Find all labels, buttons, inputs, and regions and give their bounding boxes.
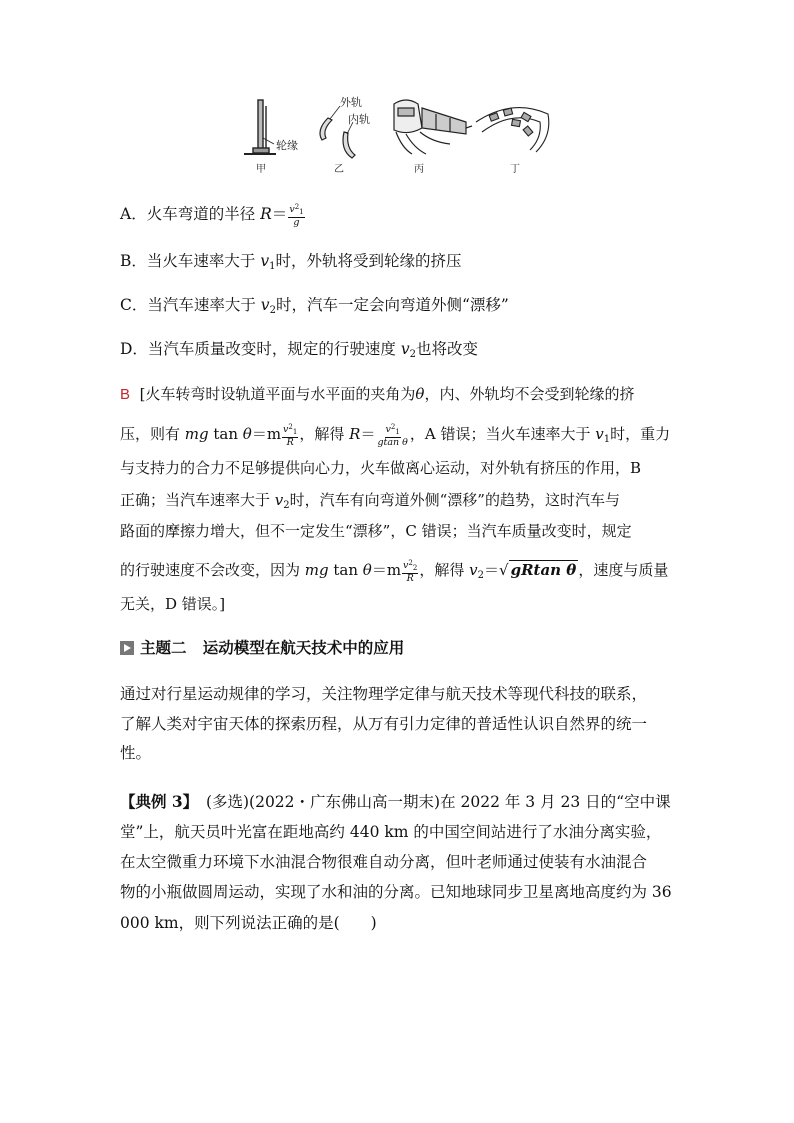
answer-line-4: 正确；当汽车速率大于 $v_2$时，汽车有向弯道外侧“漂移”的趋势，这时汽车与 — [120, 491, 620, 511]
answer-line-5: 路面的摩擦力增大，但不一定发生“漂移”，C 错误；当汽车质量改变时，规定 — [120, 522, 632, 540]
example-tag: 【典例 3】 — [120, 792, 191, 811]
answer-line-7: 无关，D 错误。] — [120, 595, 226, 613]
label-jia: 甲 — [256, 164, 266, 175]
example-line-3: 在太空微重力环境下水油混合物很难自动分离，但叶老师通过使装有水油混合 — [120, 853, 648, 871]
label-flange: 轮缘 — [276, 139, 298, 152]
example-line-1: 【典例 3】 (多选)(2022・广东佛山高一期末)在 2022 年 3 月 23 日的“空中课 — [120, 792, 671, 811]
intro-line-1: 通过对行星运动规律的学习，关注物理学定律与航天技术等现代科技的联系， — [120, 685, 648, 703]
example-line-2: 堂”上，航天员叶光富在距地高约 440 km 的中国空间站进行了水油分离实验， — [120, 823, 662, 841]
figure-train-car-curves — [236, 92, 556, 176]
label-inner-rail: 内轨 — [348, 113, 370, 126]
label-outer-rail: 外轨 — [340, 96, 362, 109]
answer-line-2: 压，则有 mg tan θ＝m $\frac{v^2_1}{R}$ ，解得 R＝ $\frac{v^2_1}{\text{gtan θ}}$ ，A 错误；当火车速率大于 $v_1$时，重力 — [120, 423, 671, 448]
example-line-5: 000 km，则下列说法正确的是( ) — [120, 914, 377, 932]
answer-line-6: 的行驶速度不会改变，因为 mg tan θ＝m $\frac{v^2_2}{R}$ ，解得 $v_2=√$ gRtan θ ，速度与质量 — [120, 559, 669, 584]
label-ding: 丁 — [510, 164, 520, 175]
sqrt-expression: √ gRtan θ — [499, 561, 577, 579]
figure-ding — [476, 108, 549, 152]
option-c: C．当汽车速率大于 $v_2$时，汽车一定会向弯道外侧“漂移” — [120, 296, 509, 316]
topic-heading: 主题二 运动模型在航天技术中的应用 — [120, 638, 404, 658]
label-yi: 乙 — [334, 164, 344, 175]
intro-line-2: 了解人类对宇宙天体的探索历程，从万有引力定律的普适性认识自然界的统一 — [120, 715, 648, 733]
option-b: B．当火车速率大于 $v_1$时，外轨将受到轮缘的挤压 — [120, 252, 462, 272]
label-bing: 丙 — [414, 164, 424, 175]
answer-letter: B — [120, 386, 131, 403]
answer-line-3: 与支持力的合力不足够提供向心力，火车做离心运动，对外轨有挤压的作用，B — [120, 459, 642, 477]
play-icon — [120, 641, 134, 655]
figure-jia — [244, 100, 276, 154]
figure-bing — [394, 100, 472, 154]
option-d: D．当汽车质量改变时，规定的行驶速度 $v_2$也将改变 — [120, 340, 479, 360]
option-a: A．火车弯道的半径 R＝ $\frac{v^2_1}{g}$ — [120, 203, 304, 228]
example-line-4: 物的小瓶做圆周运动，实现了水和油的分离。已知地球同步卫星离地高度约为 36 — [120, 883, 672, 901]
answer-line-1: B [火车转弯时设轨道平面与水平面的夹角为θ，内、外轨均不会受到轮缘的挤 — [120, 385, 635, 403]
option-a-fraction: $\frac{v^2_1}{g}$ — [289, 203, 304, 228]
intro-line-3: 性。 — [120, 744, 152, 762]
